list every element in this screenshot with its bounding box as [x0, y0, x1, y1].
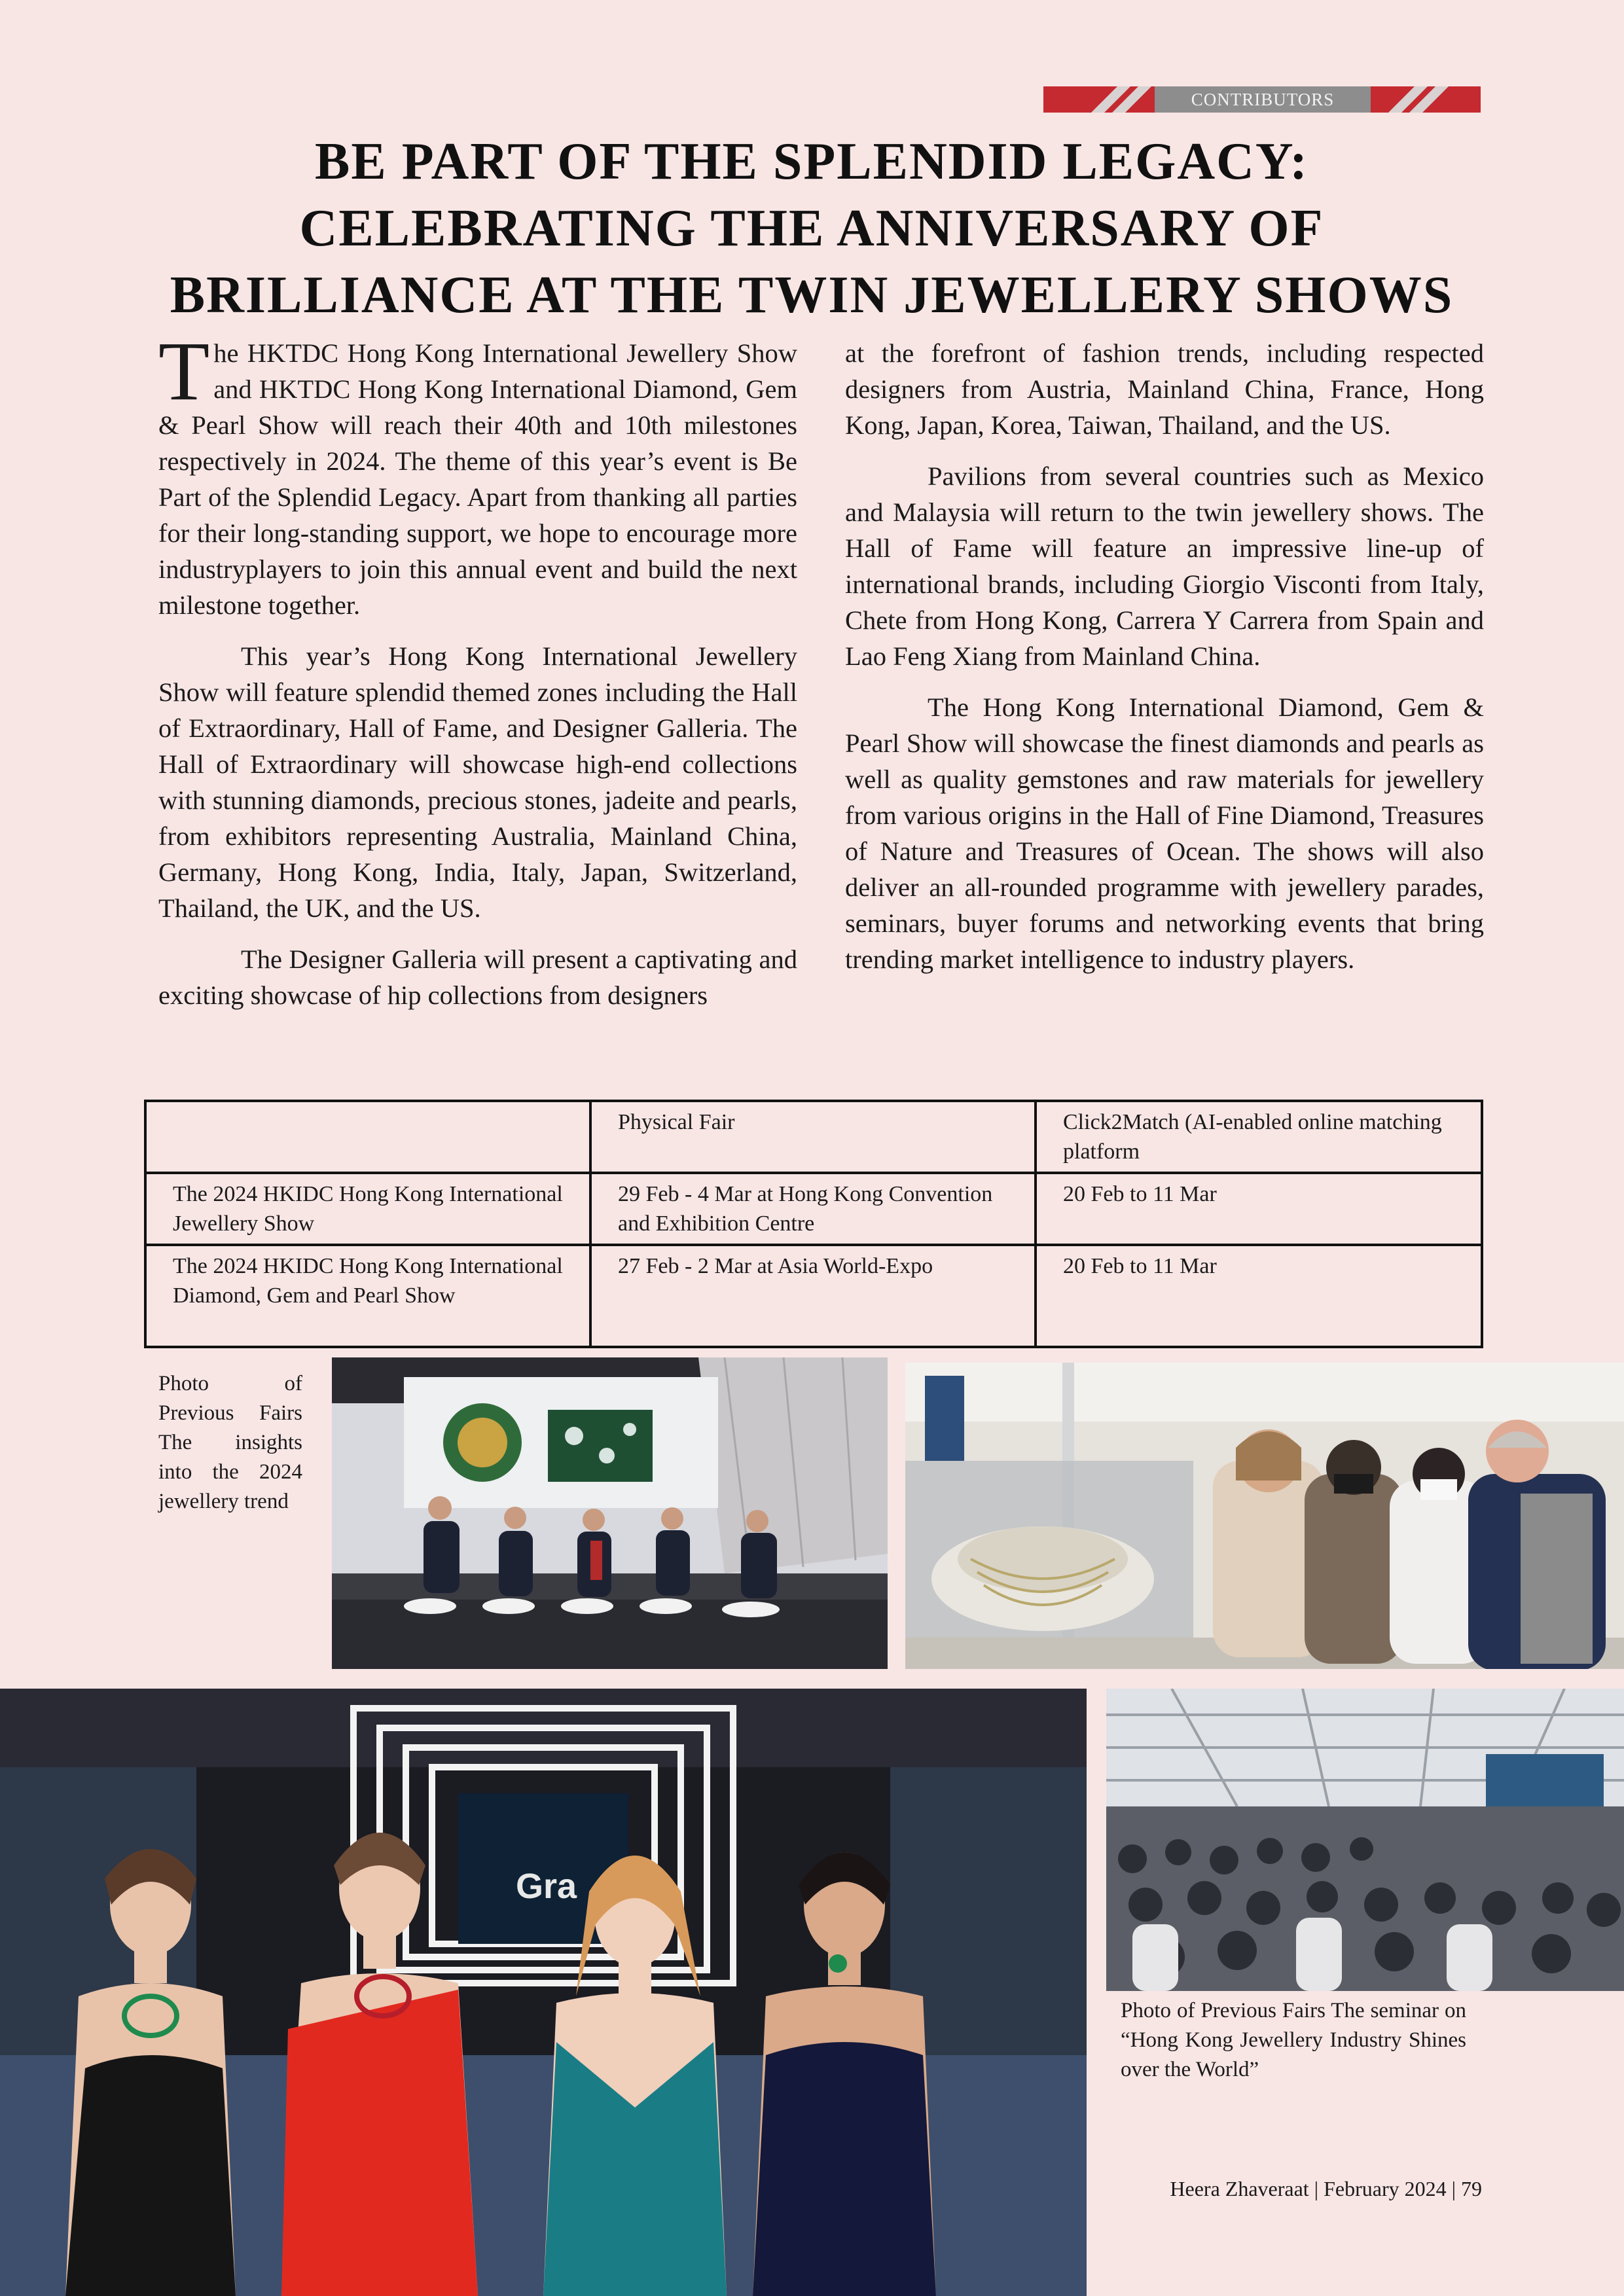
article-column-right [845, 335, 1484, 992]
table-cell: The 2024 HKIDC Hong Kong International Diamond, Gem and Pearl Show [145, 1245, 590, 1347]
table-cell: 20 Feb to 11 Mar [1036, 1173, 1482, 1245]
body-paragraph: The Hong Kong International Diamond, Gem & Pearl Show will showcase the finest diamonds and pearls as well as quality gemstones and raw materials for jewellery from various origins in the Hall of Fine Diamond, Treasures of Nature and Treasures of Ocean. The shows will also deliver an all-rounded programme with jewellery parades, seminars, buyer forums and networking events that bring trending market intelligence to industry players. [845, 692, 1484, 974]
photo-seminar-audience [1106, 1689, 1624, 1991]
article-headline [105, 128, 1519, 329]
table-row [145, 1245, 1482, 1347]
paragraph-text: he HKTDC Hong Kong International Jewellery Show and HKTDC Hong Kong International Diamond, Gem & Pearl Show will reach their 40th and 10th milestones respectively in 2024. The theme of this year’s event is Be Part of the Splendid Legacy. Apart from thanking all parties for their long-standing support, we hope to encourage more industryplayers to join this annual event and build the next milestone together. [158, 338, 797, 620]
table-cell: 29 Feb - 4 Mar at Hong Kong Convention and Exhibition Centre [590, 1173, 1036, 1245]
table-cell: The 2024 HKIDC Hong Kong International Jewellery Show [145, 1173, 590, 1245]
headline-line-3: BRILLIANCE AT THE TWIN JEWELLERY SHOWS [170, 266, 1454, 324]
table-header-cell: Click2Match (AI-enabled online matching platform [1036, 1101, 1482, 1173]
table-header-cell: Physical Fair [590, 1101, 1036, 1173]
table-row [145, 1173, 1482, 1245]
drop-cap: T [158, 325, 210, 418]
table-cell: 27 Feb - 2 Mar at Asia World-Expo [590, 1245, 1036, 1347]
booth-sign-text: Gra [516, 1867, 577, 1906]
headline-line-1: BE PART OF THE SPLENDID LEGACY: [314, 133, 1308, 190]
photo-exhibition-visitors [905, 1363, 1624, 1669]
photo-seminar-panel [332, 1357, 888, 1669]
section-tag [1043, 86, 1481, 113]
table-header-cell [145, 1101, 590, 1173]
fair-schedule-table [144, 1100, 1483, 1348]
article-column-left [158, 325, 797, 1028]
table-cell: 20 Feb to 11 Mar [1036, 1245, 1482, 1347]
body-paragraph: The Designer Galleria will present a captivating and exciting showcase of hip collections from designers [158, 944, 797, 1010]
page-folio: Heera Zhaveraat | February 2024 | 79 [1170, 2177, 1482, 2200]
photo-caption: Photo of Previous Fairs The seminar on “Hong Kong Jewellery Industry Shines over the World” [1121, 1999, 1466, 2081]
body-paragraph: at the forefront of fashion trends, including respected designers from Austria, Mainland China, France, Hong Kong, Japan, Korea, Taiwan, Thailand, and the US. [845, 338, 1484, 440]
photo-jewellery-parade [0, 1689, 1087, 2296]
table-header-row [145, 1101, 1482, 1173]
body-paragraph: Pavilions from several countries such as Mexico and Malaysia will return to the twin jewellery shows. The Hall of Fame will feature an impressive line-up of international brands, including Giorgio Visconti from Italy, Chete from Hong Kong, Carrera Y Carrera from Spain and Lao Feng Xiang from Mainland China. [845, 461, 1484, 671]
body-paragraph: This year’s Hong Kong International Jewellery Show will feature splendid themed zones including the Hall of Extraordinary, Hall of Fame, and Designer Galleria. The Hall of Extraordinary will showcase high-end collections with stunning diamonds, precious stones, jadeite and pearls, from exhibitors representing Australia, Mainland China, Germany, Hong Kong, India, Italy, Japan, Switzerland, Thailand, the UK, and the US. [158, 641, 797, 923]
headline-line-2: CELEBRATING THE ANNIVERSARY OF [299, 200, 1324, 257]
section-tag-label: CONTRIBUTORS [1155, 86, 1371, 113]
body-paragraph [158, 325, 797, 623]
photo-caption: Photo of Previous Fairs The insights into the 2024 jewellery trend [158, 1372, 302, 1513]
